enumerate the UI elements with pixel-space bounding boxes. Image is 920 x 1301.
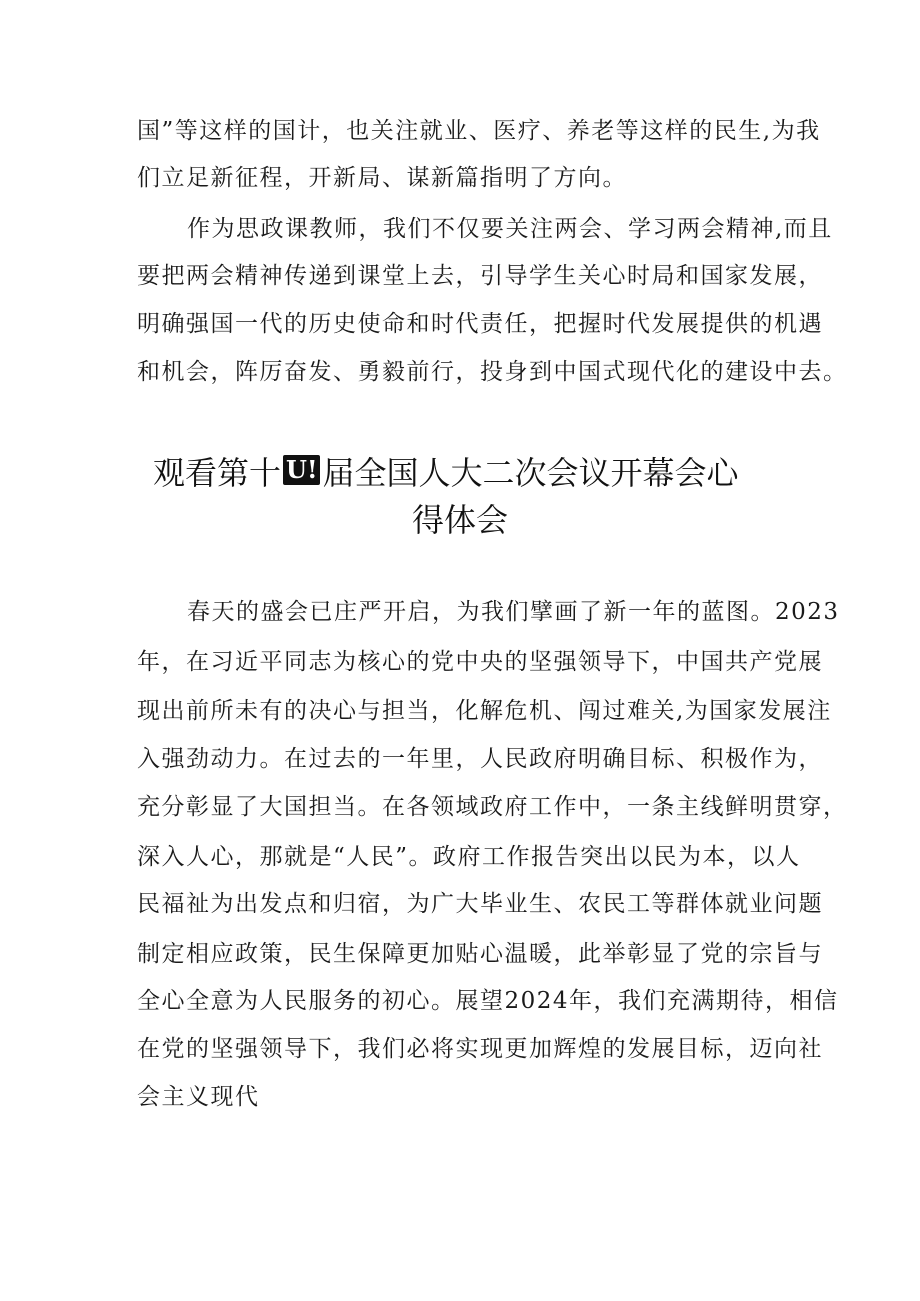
paragraph-line: 作为思政课教师，我们不仅要关注两会、学习两会精神,而且 (187, 216, 833, 242)
paragraph-line: 全心全意为人民服务的初心。展望2024年，我们充满期待，相信 (137, 988, 839, 1014)
heading-part2: 届全国人大二次会议开幕会心 (322, 454, 739, 492)
section-heading (153, 453, 920, 493)
paragraph-line: 春天的盛会已庄严开启，为我们擘画了新一年的蓝图。2023 (187, 599, 840, 625)
paragraph-line: 会主义现代 (137, 1084, 260, 1110)
heading-part1: 观看第十 (153, 454, 282, 492)
garbled-glyph: U! (283, 455, 320, 485)
paragraph-line: 现出前所未有的决心与担当，化解危机、闯过难关,为国家发展注 (137, 698, 832, 724)
paragraph-line: 国”等这样的国计，也关注就业、医疗、养老等这样的民生,为我 (137, 118, 821, 144)
paragraph-line: 充分彰显了大国担当。在各领域政府工作中，一条主线鲜明贯穿， (137, 794, 848, 820)
paragraph-line: 入强劲动力。在过去的一年里，人民政府明确目标、积极作为， (137, 746, 823, 772)
paragraph-line: 制定相应政策，民生保障更加贴心温暖，此举彰显了党的宗旨与 (137, 941, 823, 967)
paragraph-line: 和机会，阵厉奋发、勇毅前行，投身到中国式现代化的建设中去。 (137, 359, 848, 385)
paragraph-line: 们立足新征程，开新局、谋新篇指明了方向。 (137, 165, 627, 191)
paragraph-line: 民福祉为出发点和归宿，为广大毕业生、农民工等群体就业问题 (137, 891, 823, 917)
paragraph-line: 在党的坚强领导下，我们必将实现更加辉煌的发展目标，迈向社 (137, 1036, 823, 1062)
paragraph-line: 要把两会精神传递到课堂上去，引导学生关心时局和国家发展， (137, 263, 823, 289)
paragraph-line: 明确强国一代的历史使命和时代责任，把握时代发展提供的机遇 (137, 311, 823, 337)
section-heading-line2: 得体会 (411, 501, 508, 539)
paragraph-line: 深入人心，那就是“人民”。政府工作报告突出以民为本，以人 (137, 844, 801, 870)
paragraph-line: 年，在习近平同志为核心的党中央的坚强领导下，中国共产党展 (137, 649, 823, 675)
